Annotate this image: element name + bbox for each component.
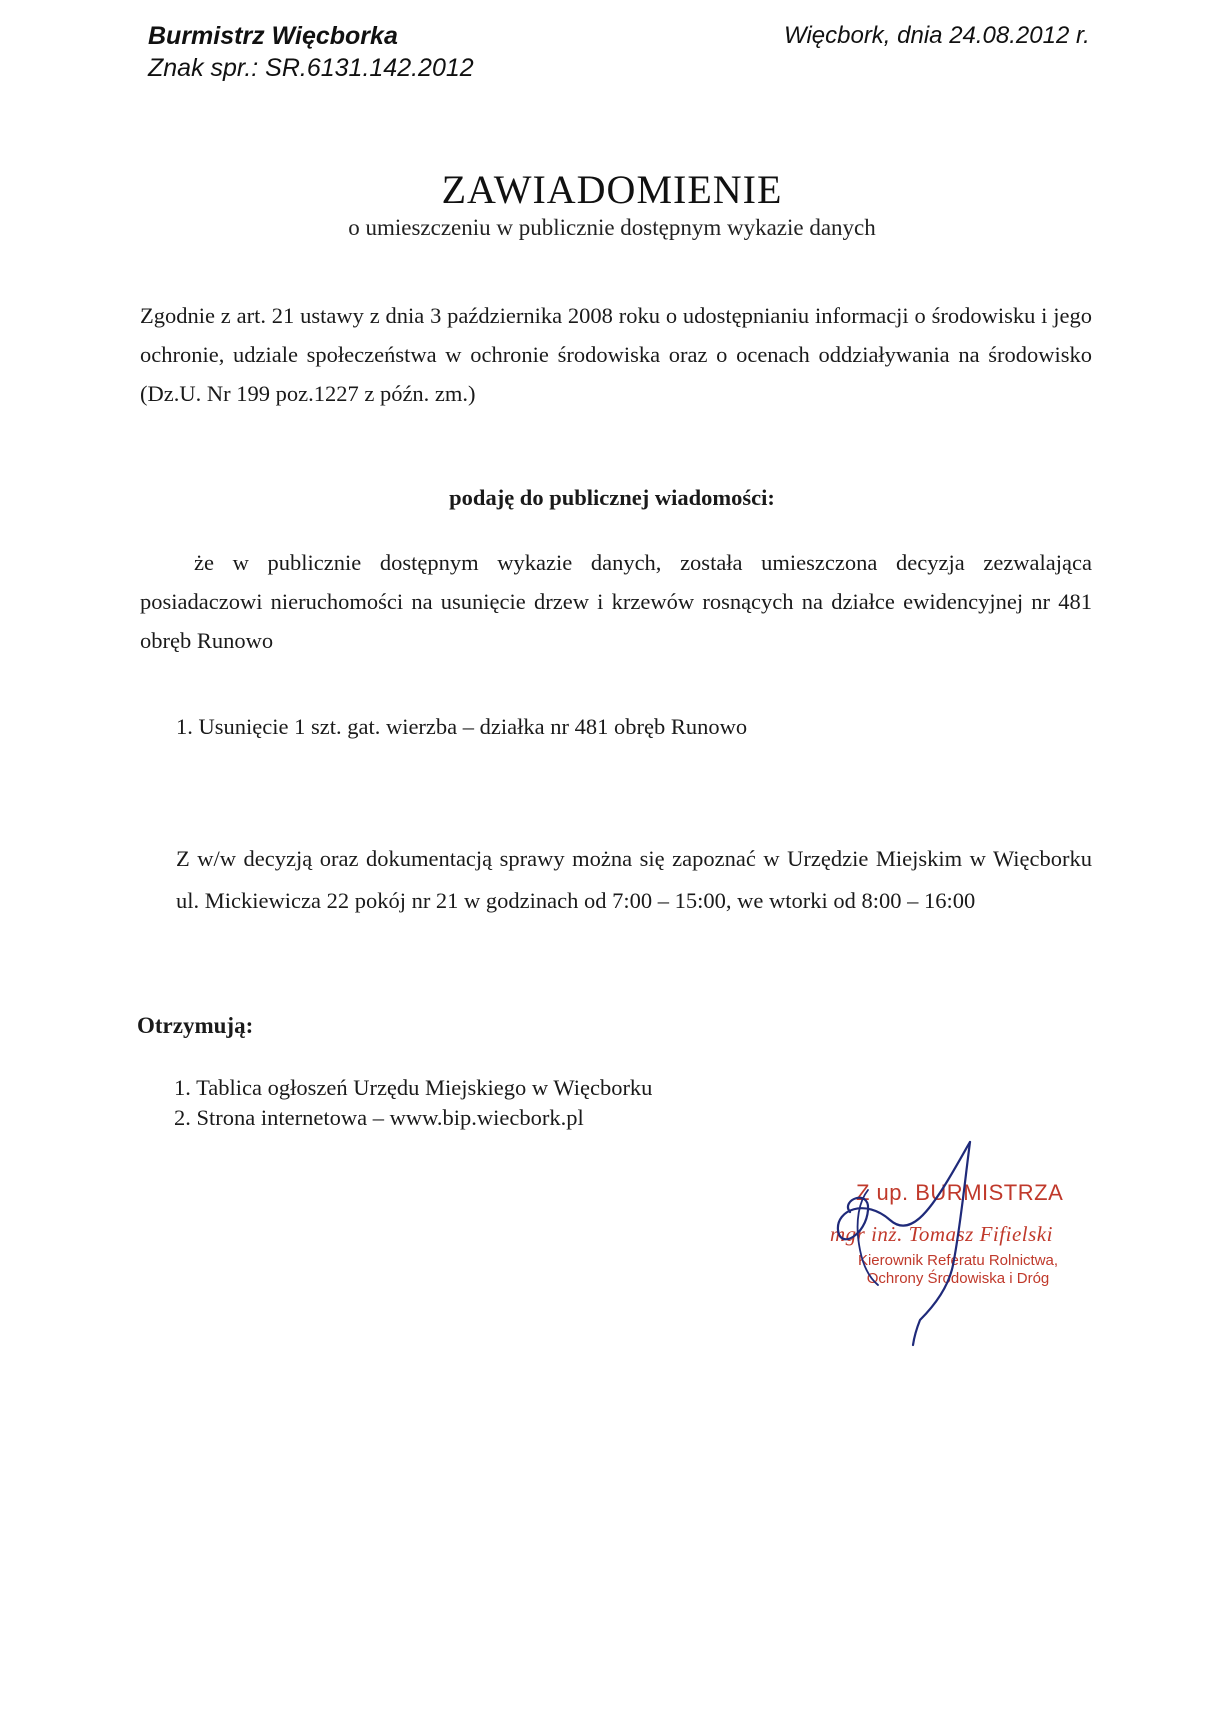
organization-name: Burmistrz Więcborka: [148, 22, 398, 50]
stamp-line-1: Z up. BURMISTRZA: [856, 1180, 1064, 1205]
body-paragraph: że w publicznie dostępnym wykazie danych, została umieszczona decyzja zezwalająca posiadaczowi nieruchomości na usunięcie drzew i krzewów rosnących na działce ewidencyjnej nr 481 obręb Runowo: [140, 550, 1092, 653]
document-title: ZAWIADOMIENIE: [441, 167, 783, 212]
reference-number: Znak spr.: SR.6131.142.2012: [148, 54, 474, 82]
announcement-heading: podaję do publicznej wiadomości:: [449, 485, 775, 510]
info-paragraph: Z w/w decyzją oraz dokumentacją sprawy można się zapoznać w Urzędzie Miejskim w Więcborku ul. Mickiewicza 22 pokój nr 21 w godzinach od 7:00 – 15:00, we wtorki od 8:00 – 16:00: [176, 846, 1092, 913]
stamp-line-3: Kierownik Referatu Rolnictwa, Ochrony Środowiska i Dróg: [857, 1252, 1059, 1287]
decision-item: 1. Usunięcie 1 szt. gat. wierzba – działka nr 481 obręb Runowo: [176, 714, 748, 739]
legal-basis-paragraph: Zgodnie z art. 21 ustawy z dnia 3 października 2008 roku o udostępnianiu informacji o środowisku i jego ochronie, udziale społeczeństwa w ochronie środowiska oraz o ocenach oddziaływania na środowisko (Dz.U. Nr 199 poz.1227 z późn. zm.): [140, 303, 1092, 406]
stamp-line-2: mgr inż. Tomasz Fifielski: [830, 1222, 1053, 1246]
document-subtitle: o umieszczeniu w publicznie dostępnym wykazie danych: [348, 215, 876, 240]
recipients-title: Otrzymują:: [137, 1013, 254, 1038]
place-date: Więcbork, dnia 24.08.2012 r.: [784, 22, 1090, 49]
list-item: 1. Tablica ogłoszeń Urzędu Miejskiego w Więcborku: [174, 1075, 653, 1100]
signature-stroke-2: [913, 1142, 970, 1345]
list-item: 2. Strona internetowa – www.bip.wiecbork.pl: [174, 1105, 584, 1130]
recipients-list: [174, 1073, 652, 1133]
header-left: [148, 20, 474, 84]
handwritten-signature: [820, 1140, 1080, 1350]
